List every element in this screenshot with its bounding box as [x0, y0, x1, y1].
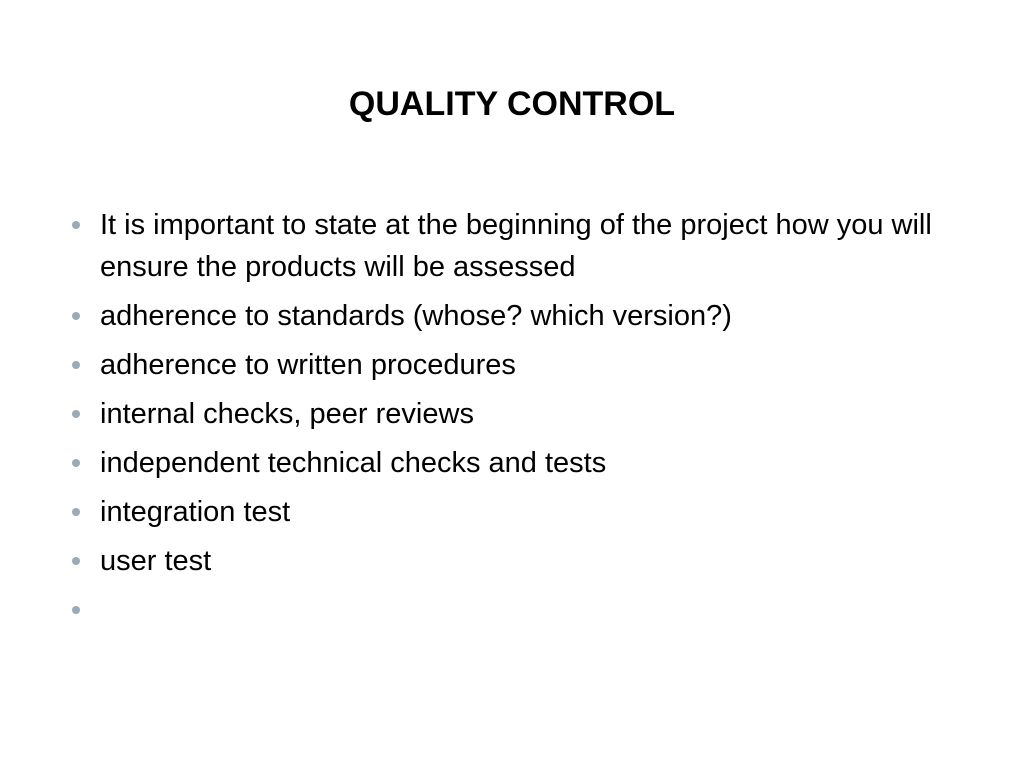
list-item — [72, 344, 972, 386]
bullet-icon — [72, 606, 80, 614]
list-item-empty — [72, 589, 972, 631]
bullet-icon — [72, 557, 80, 565]
list-item — [72, 204, 972, 288]
bullet-text: adherence to written procedures — [100, 349, 516, 381]
bullet-icon — [72, 508, 80, 516]
list-item — [72, 442, 972, 484]
bullet-icon — [72, 221, 80, 229]
bullet-text: integration test — [100, 496, 291, 528]
bullet-icon — [72, 410, 80, 418]
bullet-list — [72, 204, 972, 638]
list-item — [72, 393, 972, 435]
slide-title: QUALITY CONTROL — [348, 85, 676, 123]
list-item — [72, 540, 972, 582]
list-item — [72, 491, 972, 533]
bullet-text: It is important to state at the beginning of the project how you will ensure the products will be assessed — [100, 209, 932, 283]
list-item — [72, 295, 972, 337]
bullet-icon — [72, 312, 80, 320]
bullet-text: internal checks, peer reviews — [100, 398, 474, 430]
bullet-icon — [72, 361, 80, 369]
bullet-text: user test — [100, 545, 212, 577]
bullet-text: independent technical checks and tests — [100, 447, 607, 479]
bullet-text: adherence to standards (whose? which version?) — [100, 300, 732, 332]
bullet-icon — [72, 459, 80, 467]
